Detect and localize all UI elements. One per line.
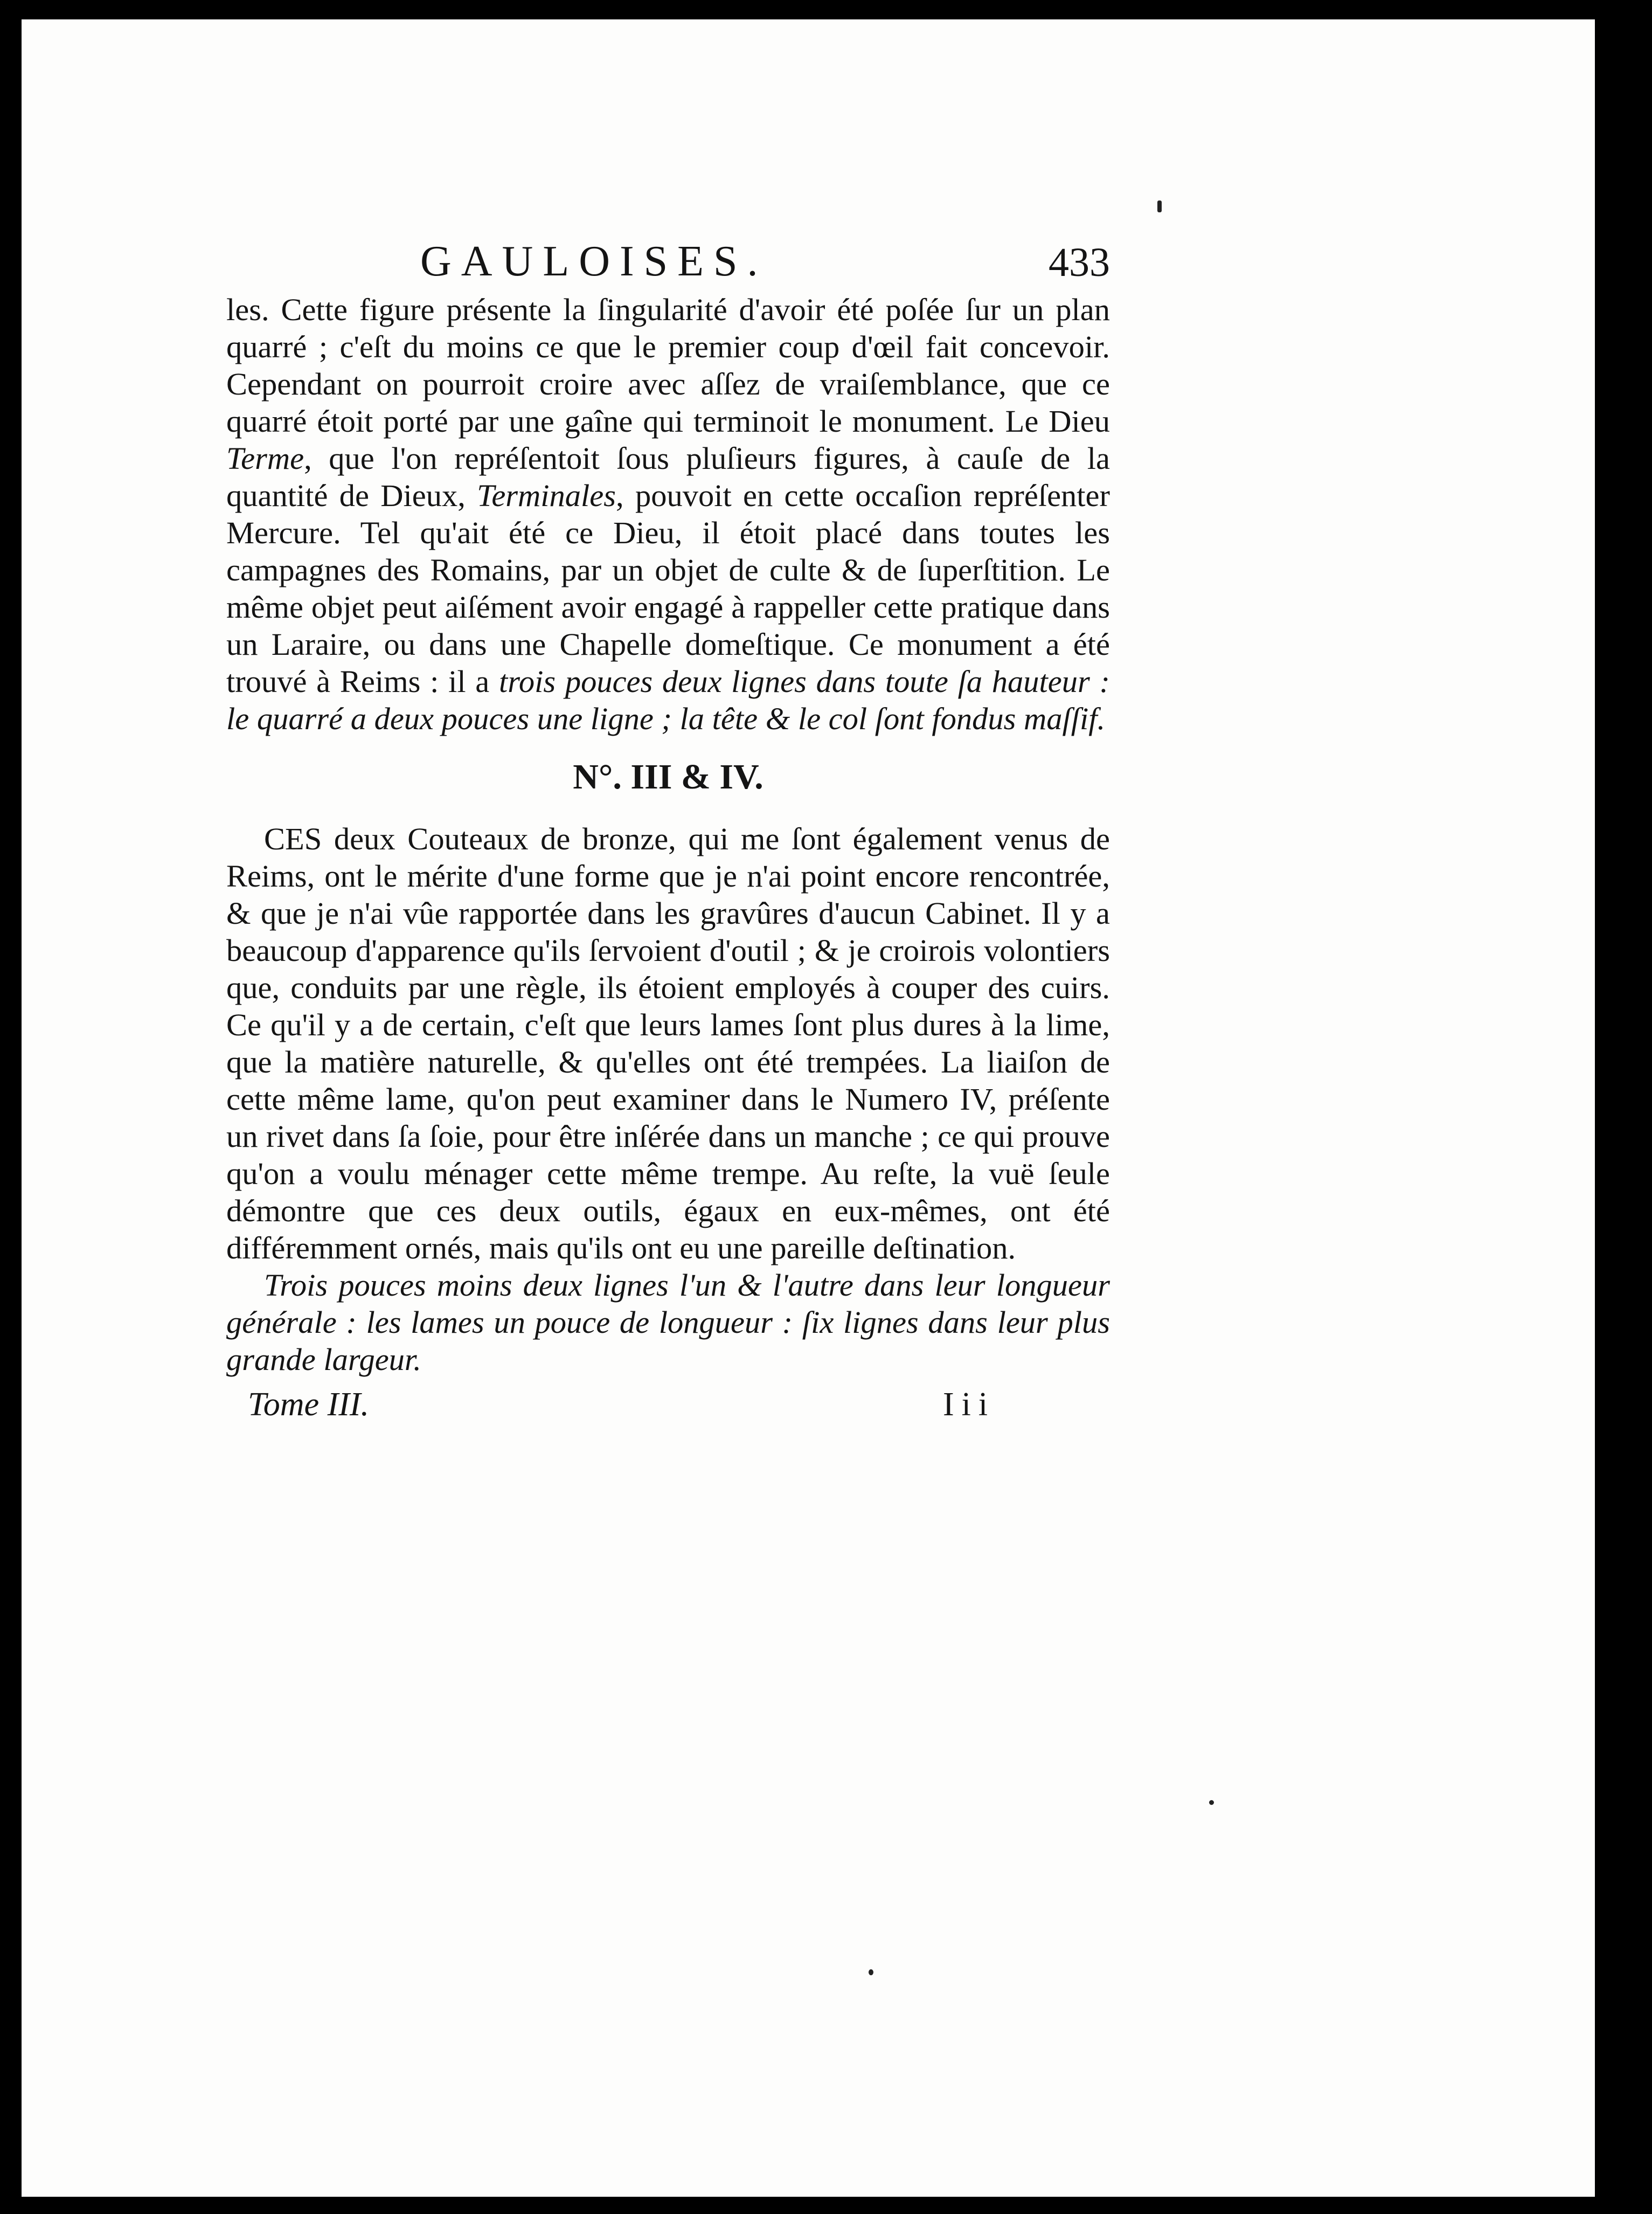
signature-mark: Iii xyxy=(943,1386,996,1423)
page-footer xyxy=(226,1386,1110,1434)
running-title: GAULOISES. xyxy=(420,238,768,285)
text-run: , que l'on repréſentoit ſous pluſieurs figures, à cauſe de la quantité de Dieux, xyxy=(226,441,1110,513)
italic-run: Terme xyxy=(226,441,304,476)
volume-label: Tome III. xyxy=(248,1386,370,1423)
text-run: , pouvoit en cette occaſion repréſenter Mercure. Tel qu'ait été ce Dieu, il étoit placé dans toutes les campagnes des Romains, par un objet de culte & de ſuperſtition. Le même objet peut aiſément avoir engagé à rappeller cette pratique dans un Laraire, ou dans une Chapelle domeſtique. Ce monument a été trouvé à Reims : il a xyxy=(226,478,1110,699)
paragraph-couteaux: CES deux Couteaux de bronze, qui me ſont également venus de Reims, ont le mérite d'une forme que je n'ai point encore rencontrée, & que je n'ai vûe rapportée dans les gravûres d'aucun Cabinet. Il y a beaucoup d'apparence qu'ils ſervoient d'outil ; & je croirois volontiers que, conduits par une règle, ils étoient employés à couper des cuirs. Ce qu'il y a de certain, c'eſt que leurs lames ſont plus dures à la lime, que la matière naturelle, & qu'elles ont été trempées. La liaiſon de cette même lame, qu'on peut examiner dans le Numero IV, préſente un rivet dans ſa ſoie, pour être inſérée dans un manche ; ce qui prouve qu'on a voulu ménager cette même trempe. Au reſte, la vuë ſeule démontre que ces deux outils, égaux en eux-mêmes, ont été différemment ornés, mais qu'ils ont eu une pareille deſtination. xyxy=(226,821,1110,1265)
text-run: les. Cette figure présente la ſingularité d'avoir été poſée ſur un plan quarré ; c'eſt du moins ce que le premier coup d'œil fait concevoir. Cependant on pourroit croire avec aſſez de vraiſemblance, que ce quarré étoit porté par une gaîne qui terminoit le monument. Le Dieu xyxy=(226,292,1110,439)
scan-border xyxy=(1595,19,1652,2214)
paragraph-terme xyxy=(226,291,1110,737)
running-head xyxy=(226,237,1110,291)
italic-run: Terminales xyxy=(477,478,616,513)
page-number: 433 xyxy=(1049,240,1110,285)
italic-run: trois pouces deux lignes dans toute ſa hauteur : le quarré a deux pouces une ligne ; la tête & le col ſont fondus maſſif. xyxy=(226,664,1110,736)
scan-speck xyxy=(1209,1800,1214,1805)
scan-speck xyxy=(869,1969,873,1975)
page-text xyxy=(226,237,1110,1434)
section-heading: N°. III & IV. xyxy=(573,757,763,797)
paragraph-dimensions: Trois pouces moins deux lignes l'un & l'autre dans leur longueur générale : les lames un pouce de longueur : ſix lignes dans leur plus grande largeur. xyxy=(226,1268,1110,1377)
scan-speck xyxy=(1157,200,1162,212)
